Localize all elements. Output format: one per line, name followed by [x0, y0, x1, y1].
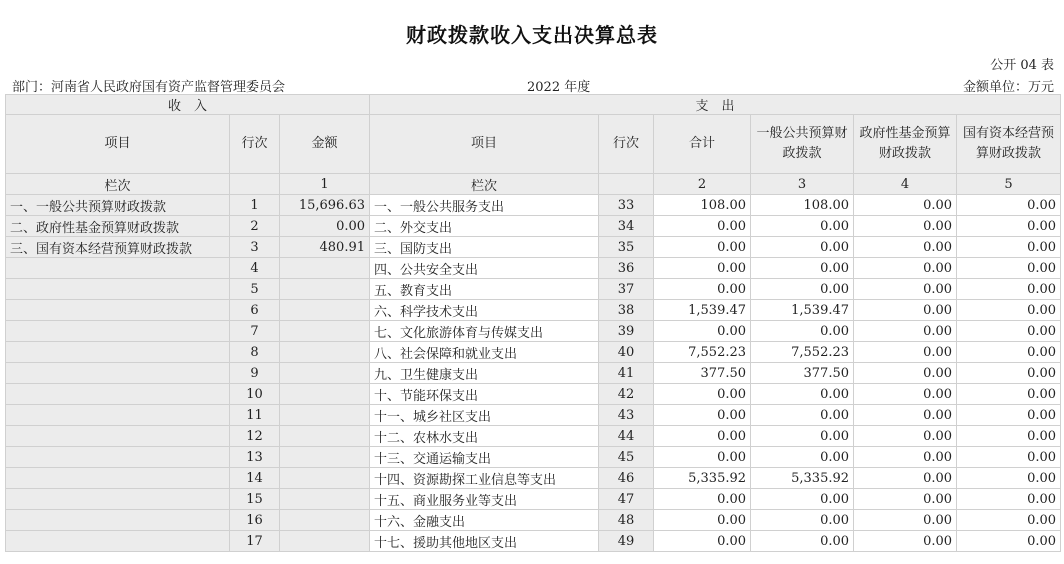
income-item-cell — [6, 468, 230, 489]
expense-row-no-cell: 33 — [599, 195, 654, 216]
table-row — [6, 258, 1061, 279]
column-number: 2 — [654, 174, 751, 195]
income-item-cell — [6, 258, 230, 279]
expense-item-cell: 十一、城乡社区支出 — [370, 405, 599, 426]
expense-row-no-cell: 34 — [599, 216, 654, 237]
expense-item-cell: 十四、资源勘探工业信息等支出 — [370, 468, 599, 489]
fund-budget-cell: 0.00 — [854, 447, 957, 468]
expense-row-no-cell: 35 — [599, 237, 654, 258]
income-item-cell — [6, 405, 230, 426]
table-row — [6, 342, 1061, 363]
expense-item-cell: 十七、援助其他地区支出 — [370, 531, 599, 552]
total-cell: 0.00 — [654, 531, 751, 552]
table-row — [6, 468, 1061, 489]
expense-item-header: 项目 — [370, 115, 599, 174]
income-amount-cell — [280, 258, 370, 279]
column-label: 栏次 — [6, 174, 230, 195]
table-row — [6, 279, 1061, 300]
income-amount-cell: 0.00 — [280, 216, 370, 237]
table-row — [6, 405, 1061, 426]
income-row-no-cell: 13 — [230, 447, 280, 468]
column-number: 1 — [280, 174, 370, 195]
income-row-no-cell: 4 — [230, 258, 280, 279]
income-row-no-cell: 9 — [230, 363, 280, 384]
general-budget-cell: 0.00 — [751, 489, 854, 510]
expense-item-cell: 八、社会保障和就业支出 — [370, 342, 599, 363]
general-budget-cell: 0.00 — [751, 447, 854, 468]
expense-row-no-cell: 46 — [599, 468, 654, 489]
expense-row-no-header: 行次 — [599, 115, 654, 174]
table-row — [6, 510, 1061, 531]
total-cell: 0.00 — [654, 405, 751, 426]
income-item-cell — [6, 279, 230, 300]
page-title: 财政拨款收入支出决算总表 — [406, 23, 658, 47]
income-item-cell — [6, 510, 230, 531]
state-capital-cell: 0.00 — [957, 363, 1061, 384]
expense-item-cell: 十二、农林水支出 — [370, 426, 599, 447]
total-cell: 0.00 — [654, 426, 751, 447]
state-capital-cell: 0.00 — [957, 258, 1061, 279]
total-cell: 0.00 — [654, 447, 751, 468]
income-row-no-cell: 5 — [230, 279, 280, 300]
expense-item-cell: 十六、金融支出 — [370, 510, 599, 531]
income-amount-header: 金额 — [280, 115, 370, 174]
expense-row-no-cell: 39 — [599, 321, 654, 342]
general-budget-cell: 0.00 — [751, 405, 854, 426]
total-cell: 5,335.92 — [654, 468, 751, 489]
empty-cell — [230, 174, 280, 195]
income-amount-cell — [280, 531, 370, 552]
total-cell: 0.00 — [654, 384, 751, 405]
budget-summary-table — [5, 94, 1061, 552]
income-row-no-cell: 8 — [230, 342, 280, 363]
table-row — [6, 489, 1061, 510]
income-amount-cell — [280, 426, 370, 447]
income-item-cell — [6, 321, 230, 342]
state-capital-cell: 0.00 — [957, 195, 1061, 216]
expense-item-cell: 十、节能环保支出 — [370, 384, 599, 405]
expense-row-no-cell: 40 — [599, 342, 654, 363]
income-amount-cell — [280, 489, 370, 510]
fund-budget-cell: 0.00 — [854, 258, 957, 279]
column-number: 5 — [957, 174, 1061, 195]
state-capital-cell: 0.00 — [957, 342, 1061, 363]
income-row-no-cell: 10 — [230, 384, 280, 405]
general-budget-header: 一般公共预算财政拨款 — [751, 115, 854, 174]
state-capital-cell: 0.00 — [957, 510, 1061, 531]
expense-row-no-cell: 48 — [599, 510, 654, 531]
general-budget-cell: 0.00 — [751, 279, 854, 300]
form-code: 公开 04 表 — [990, 58, 1054, 73]
expense-item-cell: 十三、交通运输支出 — [370, 447, 599, 468]
total-cell: 1,539.47 — [654, 300, 751, 321]
expense-row-no-cell: 42 — [599, 384, 654, 405]
income-row-no-cell: 17 — [230, 531, 280, 552]
income-item-cell: 三、国有资本经营预算财政拨款 — [6, 237, 230, 258]
expense-item-cell: 七、文化旅游体育与传媒支出 — [370, 321, 599, 342]
income-item-cell — [6, 447, 230, 468]
state-capital-header: 国有资本经营预算财政拨款 — [957, 115, 1061, 174]
expense-item-cell: 六、科学技术支出 — [370, 300, 599, 321]
income-amount-cell — [280, 447, 370, 468]
table-row — [6, 300, 1061, 321]
income-item-cell: 二、政府性基金预算财政拨款 — [6, 216, 230, 237]
fund-budget-cell: 0.00 — [854, 342, 957, 363]
income-row-no-cell: 1 — [230, 195, 280, 216]
general-budget-cell: 0.00 — [751, 384, 854, 405]
fund-budget-cell: 0.00 — [854, 237, 957, 258]
total-cell: 0.00 — [654, 216, 751, 237]
fund-budget-cell: 0.00 — [854, 279, 957, 300]
income-amount-cell — [280, 363, 370, 384]
fund-budget-cell: 0.00 — [854, 216, 957, 237]
expense-row-no-cell: 44 — [599, 426, 654, 447]
state-capital-cell: 0.00 — [957, 216, 1061, 237]
general-budget-cell: 0.00 — [751, 321, 854, 342]
expense-row-no-cell: 43 — [599, 405, 654, 426]
fund-budget-cell: 0.00 — [854, 489, 957, 510]
state-capital-cell: 0.00 — [957, 405, 1061, 426]
general-budget-cell: 5,335.92 — [751, 468, 854, 489]
general-budget-cell: 0.00 — [751, 531, 854, 552]
amount-unit: 金额单位：万元 — [962, 80, 1054, 95]
income-amount-cell — [280, 510, 370, 531]
income-item-cell — [6, 426, 230, 447]
fund-budget-cell: 0.00 — [854, 405, 957, 426]
fiscal-year: 2022 年度 — [527, 80, 591, 95]
income-row-no-cell: 2 — [230, 216, 280, 237]
total-cell: 377.50 — [654, 363, 751, 384]
income-amount-cell — [280, 405, 370, 426]
general-budget-cell: 0.00 — [751, 426, 854, 447]
expense-row-no-cell: 41 — [599, 363, 654, 384]
fund-budget-cell: 0.00 — [854, 384, 957, 405]
column-number: 4 — [854, 174, 957, 195]
table-row — [6, 237, 1061, 258]
income-row-no-header: 行次 — [230, 115, 280, 174]
expense-section-header: 支 出 — [370, 95, 1061, 115]
income-item-cell: 一、一般公共预算财政拨款 — [6, 195, 230, 216]
state-capital-cell: 0.00 — [957, 279, 1061, 300]
empty-cell — [599, 174, 654, 195]
income-row-no-cell: 3 — [230, 237, 280, 258]
general-budget-cell: 108.00 — [751, 195, 854, 216]
income-item-cell — [6, 531, 230, 552]
income-row-no-cell: 11 — [230, 405, 280, 426]
expense-item-cell: 十五、商业服务业等支出 — [370, 489, 599, 510]
general-budget-cell: 1,539.47 — [751, 300, 854, 321]
fund-budget-header: 政府性基金预算财政拨款 — [854, 115, 957, 174]
total-cell: 0.00 — [654, 489, 751, 510]
income-row-no-cell: 14 — [230, 468, 280, 489]
column-number: 3 — [751, 174, 854, 195]
general-budget-cell: 0.00 — [751, 216, 854, 237]
state-capital-cell: 0.00 — [957, 384, 1061, 405]
income-amount-cell — [280, 342, 370, 363]
general-budget-cell: 0.00 — [751, 258, 854, 279]
expense-item-cell: 三、国防支出 — [370, 237, 599, 258]
income-item-cell — [6, 342, 230, 363]
general-budget-cell: 0.00 — [751, 510, 854, 531]
expense-item-cell: 九、卫生健康支出 — [370, 363, 599, 384]
total-cell: 108.00 — [654, 195, 751, 216]
total-cell: 0.00 — [654, 279, 751, 300]
state-capital-cell: 0.00 — [957, 531, 1061, 552]
table-row — [6, 321, 1061, 342]
expense-row-no-cell: 38 — [599, 300, 654, 321]
fund-budget-cell: 0.00 — [854, 321, 957, 342]
state-capital-cell: 0.00 — [957, 321, 1061, 342]
fund-budget-cell: 0.00 — [854, 531, 957, 552]
expense-item-cell: 二、外交支出 — [370, 216, 599, 237]
fund-budget-cell: 0.00 — [854, 363, 957, 384]
department-label: 部门：河南省人民政府国有资产监督管理委员会 — [12, 80, 286, 95]
income-row-no-cell: 7 — [230, 321, 280, 342]
income-amount-cell — [280, 468, 370, 489]
income-row-no-cell: 16 — [230, 510, 280, 531]
income-amount-cell — [280, 279, 370, 300]
table-row — [6, 447, 1061, 468]
total-cell: 7,552.23 — [654, 342, 751, 363]
income-amount-cell — [280, 384, 370, 405]
state-capital-cell: 0.00 — [957, 237, 1061, 258]
fund-budget-cell: 0.00 — [854, 426, 957, 447]
income-row-no-cell: 12 — [230, 426, 280, 447]
total-header: 合计 — [654, 115, 751, 174]
general-budget-cell: 377.50 — [751, 363, 854, 384]
state-capital-cell: 0.00 — [957, 447, 1061, 468]
income-amount-cell: 480.91 — [280, 237, 370, 258]
income-item-cell — [6, 384, 230, 405]
expense-row-no-cell: 45 — [599, 447, 654, 468]
expense-item-cell: 四、公共安全支出 — [370, 258, 599, 279]
income-item-cell — [6, 363, 230, 384]
income-row-no-cell: 15 — [230, 489, 280, 510]
table-row — [6, 195, 1061, 216]
total-cell: 0.00 — [654, 510, 751, 531]
state-capital-cell: 0.00 — [957, 426, 1061, 447]
income-amount-cell — [280, 321, 370, 342]
table-row — [6, 216, 1061, 237]
general-budget-cell: 7,552.23 — [751, 342, 854, 363]
state-capital-cell: 0.00 — [957, 489, 1061, 510]
income-item-header: 项目 — [6, 115, 230, 174]
total-cell: 0.00 — [654, 321, 751, 342]
state-capital-cell: 0.00 — [957, 468, 1061, 489]
expense-row-no-cell: 37 — [599, 279, 654, 300]
general-budget-cell: 0.00 — [751, 237, 854, 258]
total-cell: 0.00 — [654, 237, 751, 258]
income-amount-cell: 15,696.63 — [280, 195, 370, 216]
income-row-no-cell: 6 — [230, 300, 280, 321]
fund-budget-cell: 0.00 — [854, 468, 957, 489]
column-label: 栏次 — [370, 174, 599, 195]
total-cell: 0.00 — [654, 258, 751, 279]
state-capital-cell: 0.00 — [957, 300, 1061, 321]
table-row — [6, 384, 1061, 405]
fund-budget-cell: 0.00 — [854, 300, 957, 321]
income-item-cell — [6, 300, 230, 321]
expense-item-cell: 五、教育支出 — [370, 279, 599, 300]
income-item-cell — [6, 489, 230, 510]
income-section-header: 收 入 — [6, 95, 370, 115]
table-row — [6, 363, 1061, 384]
fund-budget-cell: 0.00 — [854, 195, 957, 216]
expense-item-cell: 一、一般公共服务支出 — [370, 195, 599, 216]
income-amount-cell — [280, 300, 370, 321]
table-row — [6, 426, 1061, 447]
expense-row-no-cell: 49 — [599, 531, 654, 552]
fund-budget-cell: 0.00 — [854, 510, 957, 531]
expense-row-no-cell: 47 — [599, 489, 654, 510]
table-row — [6, 531, 1061, 552]
expense-row-no-cell: 36 — [599, 258, 654, 279]
